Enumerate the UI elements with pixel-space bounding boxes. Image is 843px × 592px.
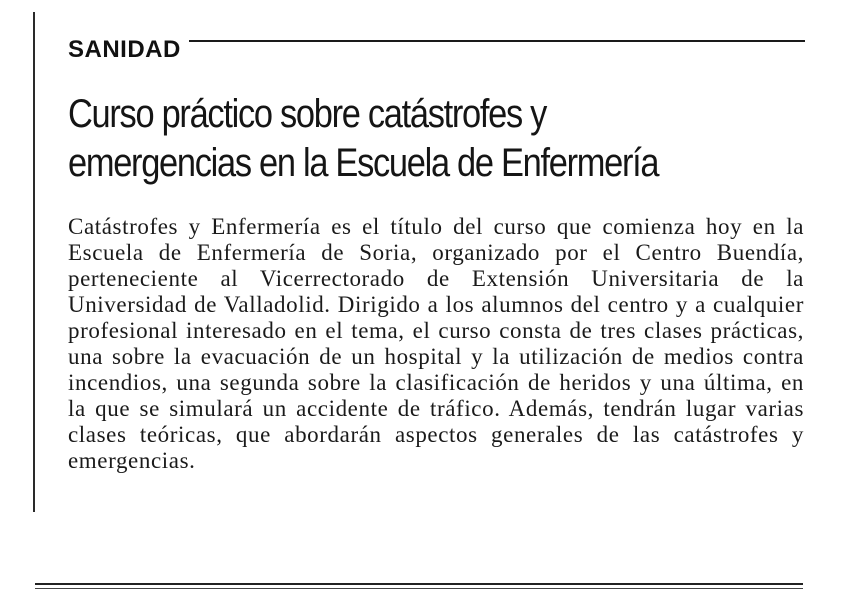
article-body: Catástrofes y Enfermería es el título del curso que comienza hoy en la Escuela de Enfermería de Soria, organizado por el Centro Buendía, perteneciente al Vicerrectorado de Extensión Universitaria de la Universidad de Valladolid. Dirigido a los alumnos del centro y a cualquier profesional interesado en el tema, el curso consta de tres clases prácticas, una sobre la evacuación de un hospital y la utilización de medios contra incendios, una segunda sobre la clasificación de heridos y una última, en la que se simulará un accidente de tráfico. Además, tendrán lugar varias clases teóricas, que abordarán aspectos generales de las catástrofes y emergencias. <box>68 214 804 473</box>
section-label: SANIDAD <box>68 36 189 64</box>
article-headline: Curso práctico sobre catástrofes y emergencias en la Escuela de Enfermería <box>68 92 659 185</box>
bottom-rule-thin <box>35 588 803 589</box>
bottom-rule <box>35 583 803 585</box>
column-left-rule <box>33 12 35 512</box>
